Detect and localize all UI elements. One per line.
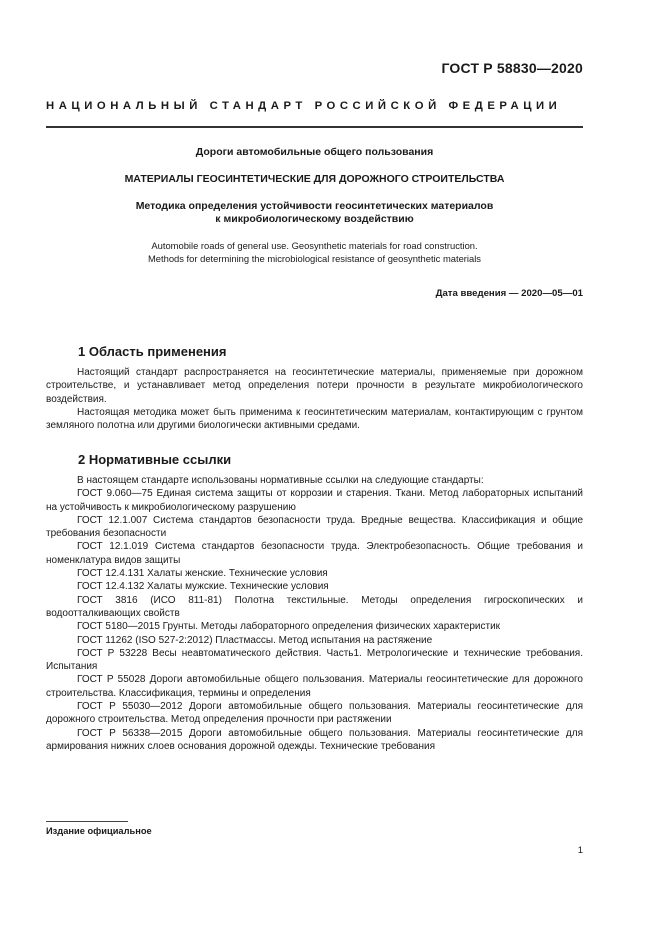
official-edition-label: Издание официальное (46, 826, 152, 836)
reference-item: ГОСТ Р 53228 Весы неавтоматического действия. Часть1. Метрологические и технические требования. Испытания (46, 647, 583, 673)
section-1-heading: 1 Область применения (78, 344, 227, 359)
section-2-body (46, 474, 583, 753)
footer-divider (46, 821, 128, 822)
reference-item: ГОСТ 12.1.007 Система стандартов безопасности труда. Вредные вещества. Классификация и общие требования безопасности (46, 514, 583, 540)
reference-item: ГОСТ 12.4.132 Халаты мужские. Технические условия (77, 581, 329, 593)
reference-item: ГОСТ Р 55030—2012 Дороги автомобильные общего пользования. Материалы геосинтетические для дорожного строительства. Метод определения прочности при растяжении (46, 701, 583, 726)
paragraph: Настоящий стандарт распространяется на геосинтетические материалы, применяемые при дорожном строительстве, и устанавливает метод определения потери прочности в результате микробиологического воздействия. (46, 367, 583, 405)
title-english-line-1: Automobile roads of general use. Geosynthetic materials for road construction. (151, 240, 478, 251)
title-road-category: Дороги автомобильные общего пользования (195, 146, 434, 158)
title-main: МАТЕРИАЛЫ ГЕОСИНТЕТИЧЕСКИЕ ДЛЯ ДОРОЖНОГО СТРОИТЕЛЬСТВА (124, 173, 505, 185)
paragraph: Настоящая методика может быть применима к геосинтетическим материалам, контактирующим с грунтом земляного полотна или другими биологически активными средами. (46, 406, 583, 432)
title-method (46, 200, 583, 225)
introduction-date: Дата введения — 2020—05—01 (435, 288, 583, 299)
page-number: 1 (577, 845, 583, 856)
reference-item: ГОСТ 9.060—75 Единая система защиты от коррозии и старения. Ткани. Метод лабораторных испытаний на устойчивость к микробиологическому разрушению (46, 488, 583, 513)
section-1-body (46, 366, 583, 432)
reference-item: ГОСТ Р 55028 Дороги автомобильные общего пользования. Материалы геосинтетические для дорожного строительства. Классификация, термины и определения (46, 674, 583, 699)
reference-item: ГОСТ 3816 (ИСО 811-81) Полотна текстильные. Методы определения гигроскопических и водоотталкивающих свойств (46, 594, 583, 619)
document-number: ГОСТ Р 58830—2020 (441, 60, 583, 76)
paragraph: В настоящем стандарте использованы нормативные ссылки на следующие стандарты: (77, 475, 484, 486)
section-2-heading: 2 Нормативные ссылки (78, 452, 232, 467)
header-divider (46, 126, 583, 128)
title-method-line-1: Методика определения устойчивости геосинтетических материалов (135, 200, 494, 212)
reference-item: ГОСТ 11262 (ISO 527-2:2012) Пластмассы. Метод испытания на растяжение (77, 634, 433, 646)
reference-item: ГОСТ 12.1.019 Система стандартов безопасности труда. Электробезопасность. Общие требования и номенклатура видов защиты (46, 541, 583, 566)
title-method-line-2: к микробиологическому воздействию (215, 212, 414, 225)
title-english-line-2: Methods for determining the microbiological resistance of geosynthetic materials (148, 252, 481, 264)
reference-item: ГОСТ Р 56338—2015 Дороги автомобильные общего пользования. Материалы геосинтетические для армирования нижних слоев основания дорожной одежды. Технические требования (46, 727, 583, 752)
reference-item: ГОСТ 12.4.131 Халаты женские. Технические условия (77, 568, 328, 580)
national-standard-heading: НАЦИОНАЛЬНЫЙ СТАНДАРТ РОССИЙСКОЙ ФЕДЕРАЦИИ (46, 100, 562, 112)
reference-item: ГОСТ 5180—2015 Грунты. Методы лабораторного определения физических характеристик (77, 621, 501, 633)
title-english (46, 240, 583, 265)
